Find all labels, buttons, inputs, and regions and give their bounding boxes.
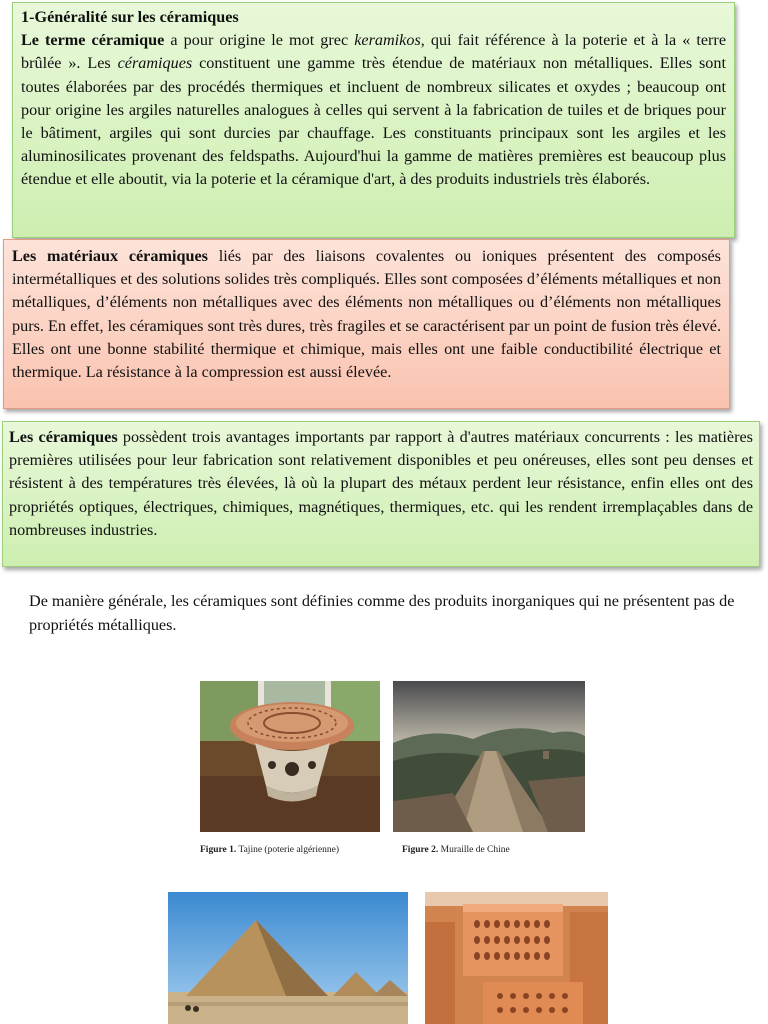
great-wall-photo: [393, 681, 585, 832]
figure1-caption: Figure 1. Tajine (poterie algérienne): [200, 845, 340, 855]
figure2-caption: Figure 2. Muraille de Chine: [402, 845, 510, 855]
section-avantages-text: Les céramiques possèdent trois avantages importants par rapport à d'autres matériaux concurrents : les matières premières utilisées pour leur fabrication sont relativement disponibles et peu onéreuses, elles sont peu denses et résistent à des températures très élevées, là où la plupart des métaux perdent leur résistance, enfin elles ont des propriétés optiques, électriques, chimiques, magnétiques, thermiques, etc. qui les rendent irremplaçables dans de nombreuses industries.: [9, 428, 753, 539]
tajine-photo: [200, 681, 380, 832]
section-avantages-box: [2, 421, 760, 567]
section-generalite-text: Le terme céramique a pour origine le mot grec keramikos, qui fait référence à la poterie et à la « terre brûlée ». Les céramiques constituent une gamme très étendue de matériaux non métalliques. Elles sont toutes élaborées par des procédés thermiques et incluent de nombreux silicates et oxydes ; beaucoup ont pour origine les argiles naturelles analogues à celles qui servent à la fabrication de tuiles et de briques pour le bâtiment, argiles qui sont durcies par chauffage. Les constituants principaux sont les argiles et les aluminosilicates provenant des feldspaths. Aujourd'hui la gamme de matières premières est beaucoup plus étendue et elle aboutit, via la poterie et la céramique d'art, à des produits industriels très élaborés.: [21, 31, 727, 189]
ceramiques-word: céramiques: [117, 54, 193, 73]
definition-paragraph: De manière générale, les céramiques sont définies comme des produits inorganiques qui ne présentent pas de propriétés métalliques.: [29, 592, 735, 634]
bricks-photo: [425, 892, 608, 1024]
keramikos-word: keramikos: [354, 31, 421, 50]
section-generalite-box: [12, 2, 735, 238]
section-materiaux-text: Les matériaux céramiques liés par des liaisons covalentes ou ioniques présentent des composés intermétalliques et des solutions solides très compliqués. Elles sont composées d’éléments métalliques et non métalliques, d’éléments non métalliques avec des éléments non métalliques ou d’éléments non métalliques purs. En effet, les céramiques sont très dures, très fragiles et se caractérisent par un point de fusion très élevé. Elles ont une bonne stabilité thermique et chimique, mais elles ont une faible conductibilité électrique et thermique. La résistance à la compression est aussi élevée.: [12, 247, 721, 382]
section-title: 1-Généralité sur les céramiques: [21, 8, 239, 26]
term-bold: Le terme céramique: [21, 31, 165, 50]
pyramid-photo: [168, 892, 408, 1024]
section-materiaux-box: [3, 239, 730, 409]
